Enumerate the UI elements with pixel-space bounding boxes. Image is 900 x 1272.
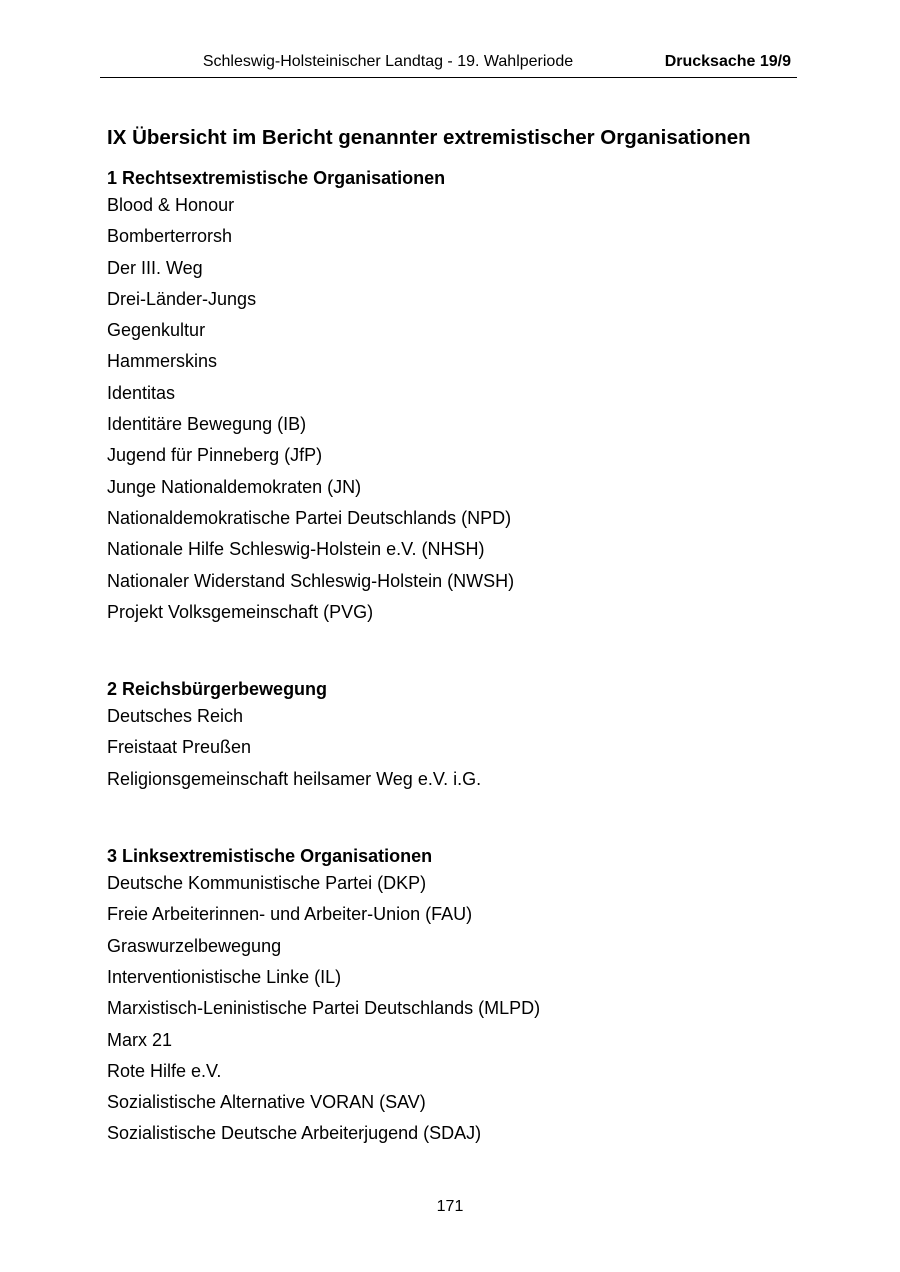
organisation-list-item: Junge Nationaldemokraten (JN) (107, 476, 362, 497)
page-header (100, 52, 797, 78)
organisation-list-item: Deutsches Reich (107, 706, 244, 727)
organisation-list-item: Nationaler Widerstand Schleswig-Holstein (NWSH) (107, 570, 515, 591)
organisation-list-item: Drei-Länder-Jungs (107, 288, 257, 309)
page-title: IX Übersicht im Bericht genannter extremistischer Organisationen (107, 126, 751, 149)
organisation-list-item: Der III. Weg (107, 257, 203, 278)
section-title-linksextremistisch: 3 Linksextremistische Organisationen (107, 846, 433, 867)
organisation-list-item: Interventionistische Linke (IL) (107, 966, 342, 987)
organisation-list-item: Nationaldemokratische Partei Deutschlands (NPD) (107, 507, 512, 528)
org-list-linksextremistisch (107, 868, 807, 1150)
organisation-list-item: Freistaat Preußen (107, 737, 252, 758)
org-list-rechtsextremistisch (107, 190, 807, 628)
organisation-list-item: Blood & Honour (107, 195, 235, 215)
organisation-list-item: Jugend für Pinneberg (JfP) (107, 445, 323, 466)
organisation-list-item: Projekt Volksgemeinschaft (PVG) (107, 601, 374, 622)
header-title: Schleswig-Holsteinischer Landtag - 19. Wahlperiode (202, 53, 574, 70)
organisation-list-item: Identitas (107, 382, 176, 403)
organisation-list-item: Gegenkultur (107, 320, 206, 341)
organisation-list-item: Rote Hilfe e.V. (107, 1060, 222, 1081)
organisation-list-item: Nationale Hilfe Schleswig-Holstein e.V. (NHSH) (107, 539, 485, 560)
organisation-list-item: Identitäre Bewegung (IB) (107, 414, 307, 435)
document-body (107, 124, 807, 1150)
header-drucksache: Drucksache 19/9 (664, 53, 791, 70)
organisation-list-item: Religionsgemeinschaft heilsamer Weg e.V. i.G. (107, 768, 482, 789)
organisation-list-item: Graswurzelbewegung (107, 935, 282, 956)
section-title-rechtsextremistisch: 1 Rechtsextremistische Organisationen (107, 168, 446, 188)
organisation-list-item: Freie Arbeiterinnen- und Arbeiter-Union (FAU) (107, 904, 473, 925)
organisation-list-item: Bomberterrorsh (107, 226, 233, 247)
organisation-list-item: Sozialistische Alternative VORAN (SAV) (107, 1092, 426, 1113)
section-title-reichsbuerger: 2 Reichsbürgerbewegung (107, 679, 328, 700)
org-list-reichsbuerger (107, 701, 807, 795)
organisation-list-item: Marxistisch-Leninistische Partei Deutschlands (MLPD) (107, 998, 541, 1019)
organisation-list-item: Hammerskins (107, 351, 218, 372)
page-number: 171 (436, 1198, 464, 1215)
organisation-list-item: Deutsche Kommunistische Partei (DKP) (107, 873, 427, 894)
organisation-list-item: Sozialistische Deutsche Arbeiterjugend (SDAJ) (107, 1123, 482, 1144)
organisation-list-item: Marx 21 (107, 1029, 173, 1050)
